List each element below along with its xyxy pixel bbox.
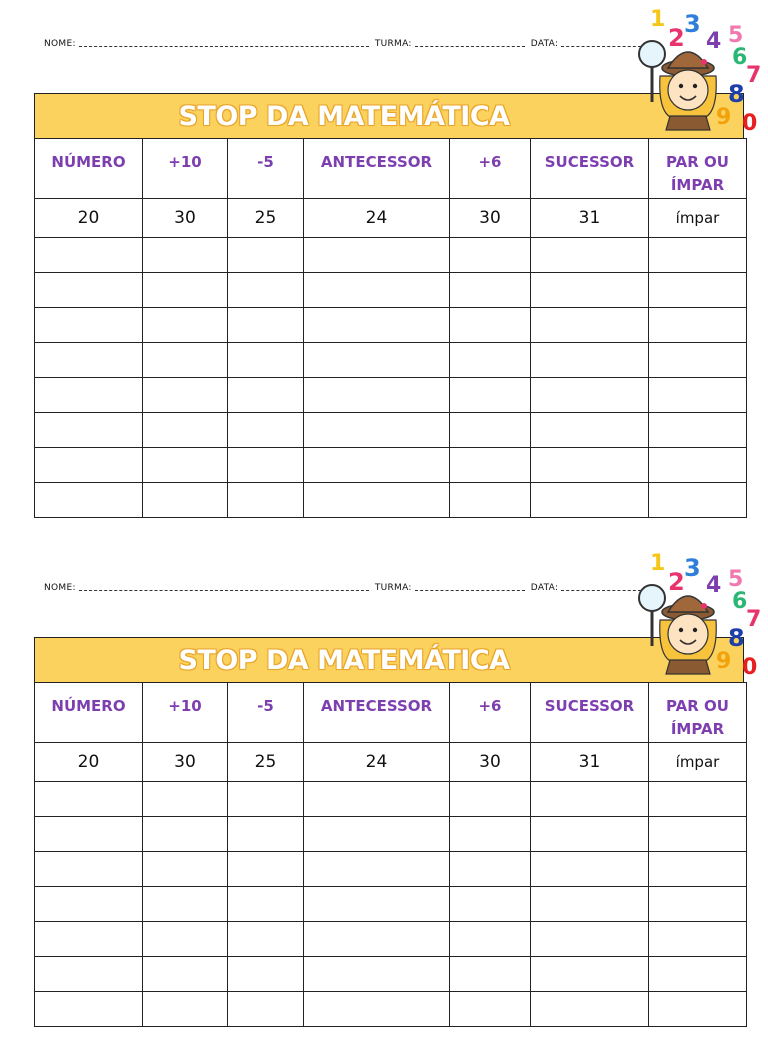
table-cell: 24 [304,743,450,782]
answer-cell[interactable] [304,238,450,273]
table-cell: 30 [450,199,531,238]
answer-cell[interactable] [531,378,649,413]
digit-4: 4 [706,573,722,598]
answer-cell[interactable] [304,782,450,817]
answer-cell[interactable] [228,782,304,817]
nome-label: NOME: [44,583,76,593]
answer-cell[interactable] [35,817,143,852]
table-cell: 20 [35,743,143,782]
answer-cell[interactable] [143,957,228,992]
table-cell: 20 [35,199,143,238]
detective-mascot-icon [636,546,768,676]
answer-cell[interactable] [450,922,531,957]
detective-mascot-icon [636,2,768,132]
answer-cell[interactable] [143,483,228,518]
answer-cell[interactable] [228,448,304,483]
turma-label: TURMA: [374,583,412,593]
answer-cell[interactable] [304,992,450,1027]
student-info-line [44,577,654,593]
answer-cell[interactable] [35,238,143,273]
answer-cell[interactable] [531,782,649,817]
table-cell: 31 [531,199,649,238]
answer-cell[interactable] [649,413,747,448]
answer-cell[interactable] [143,852,228,887]
answer-cell[interactable] [531,273,649,308]
answer-cell[interactable] [649,922,747,957]
data-blank[interactable] [561,590,641,591]
stop-worksheet-2 [0,544,768,1044]
table-row [35,887,747,922]
digit-8: 8 [728,624,745,652]
answer-cell[interactable] [35,448,143,483]
answer-cell[interactable] [531,308,649,343]
answer-cell[interactable] [531,413,649,448]
digit-5: 5 [728,23,744,48]
answer-cell[interactable] [531,343,649,378]
answer-cell[interactable] [35,343,143,378]
turma-blank[interactable] [415,46,525,47]
answer-cell[interactable] [143,413,228,448]
answer-cell[interactable] [35,483,143,518]
answer-cell[interactable] [649,852,747,887]
turma-blank[interactable] [415,590,525,591]
answer-cell[interactable] [649,957,747,992]
digit-7: 7 [746,63,762,88]
digit-8: 8 [728,80,745,108]
col-numero: NÚMERO [35,683,143,743]
column-header-row [35,683,747,743]
answer-cell[interactable] [143,922,228,957]
answer-cell[interactable] [35,308,143,343]
answer-cell[interactable] [649,238,747,273]
answer-cell[interactable] [649,782,747,817]
table-row [35,343,747,378]
col-plus-10: +10 [143,683,228,743]
answer-cell[interactable] [304,922,450,957]
col-par-ou-impar: PAR OU ÍMPAR [649,683,747,743]
table-cell: 30 [450,743,531,782]
table-row [35,782,747,817]
answer-cell[interactable] [304,817,450,852]
col-antecessor: ANTECESSOR [304,683,450,743]
answer-cell[interactable] [35,887,143,922]
answer-cell[interactable] [228,852,304,887]
answer-cell[interactable] [35,378,143,413]
answer-cell[interactable] [531,852,649,887]
table-row [35,852,747,887]
col-plus-10: +10 [143,139,228,199]
answer-cell[interactable] [531,922,649,957]
answer-cell[interactable] [228,992,304,1027]
answer-cell[interactable] [143,238,228,273]
answer-cell[interactable] [228,922,304,957]
table-row [35,238,747,273]
digit-6: 6 [732,589,748,614]
answer-cell[interactable] [228,343,304,378]
answer-cell[interactable] [228,957,304,992]
digit-9: 9 [716,649,732,674]
answer-cell[interactable] [35,957,143,992]
nome-label: NOME: [44,39,76,49]
example-row [35,199,747,238]
answer-cell[interactable] [35,273,143,308]
table-cell: 25 [228,199,304,238]
answer-cell[interactable] [143,343,228,378]
col-plus-6: +6 [450,139,531,199]
answer-cell[interactable] [649,343,747,378]
answer-cell[interactable] [35,782,143,817]
digit-0: 0 [742,655,758,676]
answer-cell[interactable] [143,308,228,343]
table-row [35,483,747,518]
data-blank[interactable] [561,46,641,47]
answer-cell[interactable] [304,448,450,483]
answer-cell[interactable] [304,273,450,308]
table-row [35,378,747,413]
answer-cell[interactable] [649,887,747,922]
stop-table [34,682,747,1027]
col-par-ou-impar: PAR OU ÍMPAR [649,139,747,199]
answer-cell[interactable] [531,957,649,992]
answer-cell[interactable] [304,957,450,992]
table-cell: ímpar [649,199,747,238]
answer-cell[interactable] [304,378,450,413]
digit-7: 7 [746,607,762,632]
answer-cell[interactable] [228,817,304,852]
digit-4: 4 [706,29,722,54]
answer-cell[interactable] [143,378,228,413]
answer-cell[interactable] [450,887,531,922]
col-plus-6: +6 [450,683,531,743]
table-row [35,992,747,1027]
answer-cell[interactable] [304,308,450,343]
answer-cell[interactable] [228,413,304,448]
answer-cell[interactable] [35,413,143,448]
answer-cell[interactable] [450,273,531,308]
table-row [35,922,747,957]
table-cell: 25 [228,743,304,782]
answer-cell[interactable] [649,483,747,518]
answer-cell[interactable] [228,483,304,518]
answer-cell[interactable] [35,922,143,957]
answer-cell[interactable] [228,273,304,308]
table-row [35,413,747,448]
table-row [35,957,747,992]
answer-cell[interactable] [228,238,304,273]
answer-cell[interactable] [304,852,450,887]
answer-cell[interactable] [304,413,450,448]
answer-cell[interactable] [450,378,531,413]
answer-cell[interactable] [450,782,531,817]
answer-cell[interactable] [649,817,747,852]
digit-9: 9 [716,105,732,130]
table-cell: ímpar [649,743,747,782]
answer-cell[interactable] [228,378,304,413]
table-cell: 31 [531,743,649,782]
table-row [35,448,747,483]
answer-cell[interactable] [649,378,747,413]
stop-worksheet-1 [0,0,768,500]
column-header-row [35,139,747,199]
data-label: DATA: [530,39,559,49]
answer-cell[interactable] [228,308,304,343]
answer-cell[interactable] [649,448,747,483]
answer-cell[interactable] [531,238,649,273]
answer-cell[interactable] [649,273,747,308]
stop-table [34,138,747,518]
answer-cell[interactable] [531,483,649,518]
table-row [35,817,747,852]
answer-cell[interactable] [450,343,531,378]
answer-cell[interactable] [531,992,649,1027]
digit-2: 2 [668,568,685,596]
digit-3: 3 [684,554,701,582]
col-minus-5: -5 [228,683,304,743]
digit-5: 5 [728,567,744,592]
digit-1: 1 [650,551,666,576]
answer-cell[interactable] [143,448,228,483]
answer-cell[interactable] [143,992,228,1027]
turma-label: TURMA: [374,39,412,49]
table-row [35,308,747,343]
col-minus-5: -5 [228,139,304,199]
answer-cell[interactable] [143,273,228,308]
col-antecessor: ANTECESSOR [304,139,450,199]
table-cell: 30 [143,743,228,782]
answer-cell[interactable] [143,782,228,817]
data-label: DATA: [530,583,559,593]
answer-cell[interactable] [450,483,531,518]
col-sucessor: SUCESSOR [531,139,649,199]
answer-cell[interactable] [531,448,649,483]
digit-2: 2 [668,24,685,52]
worksheet-title: STOP DA MATEMÁTICA [178,644,510,676]
answer-cell[interactable] [304,887,450,922]
digit-0: 0 [742,111,758,132]
answer-cell[interactable] [450,308,531,343]
answer-cell[interactable] [531,887,649,922]
digit-3: 3 [684,10,701,38]
answer-cell[interactable] [649,992,747,1027]
answer-cell[interactable] [35,992,143,1027]
digit-6: 6 [732,45,748,70]
table-cell: 24 [304,199,450,238]
answer-cell[interactable] [450,817,531,852]
answer-cell[interactable] [228,887,304,922]
answer-cell[interactable] [531,817,649,852]
answer-cell[interactable] [450,852,531,887]
nome-blank[interactable] [79,46,369,47]
answer-cell[interactable] [304,343,450,378]
col-sucessor: SUCESSOR [531,683,649,743]
student-info-line [44,33,654,49]
example-row [35,743,747,782]
answer-cell[interactable] [35,852,143,887]
answer-cell[interactable] [450,992,531,1027]
digit-1: 1 [650,7,666,32]
answer-cell[interactable] [649,308,747,343]
nome-blank[interactable] [79,590,369,591]
worksheet-title: STOP DA MATEMÁTICA [178,100,510,132]
col-numero: NÚMERO [35,139,143,199]
answer-cell[interactable] [304,483,450,518]
answer-cell[interactable] [450,413,531,448]
table-cell: 30 [143,199,228,238]
answer-cell[interactable] [450,448,531,483]
answer-cell[interactable] [450,957,531,992]
table-row [35,273,747,308]
answer-cell[interactable] [143,817,228,852]
answer-cell[interactable] [450,238,531,273]
answer-cell[interactable] [143,887,228,922]
